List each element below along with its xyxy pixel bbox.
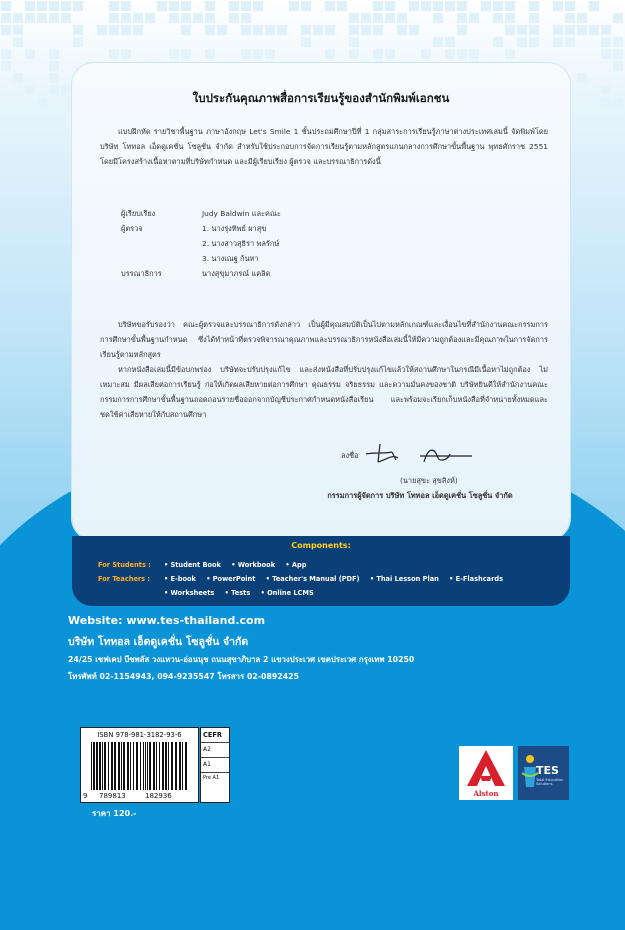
decorative-tile: [433, 13, 443, 23]
decorative-tile: [217, 25, 227, 35]
decorative-tile: [13, 25, 23, 35]
decorative-tile: [457, 49, 467, 59]
cefr-level: A1: [201, 758, 229, 773]
decorative-tile: [529, 1, 539, 11]
decorative-tile: [253, 49, 263, 59]
barcode-bar: [168, 742, 169, 790]
decorative-tile: [229, 13, 239, 23]
decorative-tile: [109, 25, 119, 35]
decorative-tile: [229, 1, 239, 11]
certification-paragraph: บริษัทขอรับรองว่า คณะผู้ตรวจและบรรณาธิการดังกล่าว เป็นผู้มีคุณสมบัติเป็นไปตามหลักเกณฑ์และเงื่อนไขที่สำนักงานคณะกรรมการการศึกษาขั้นพื้นฐานกำหนด ซึ่งได้ทำหน้าที่ตรวจพิจารณาคุณภาพและบรรณาธิการหนังสือเล่มนี้ให้มีความถูกต้องและมีคุณภาพในการจัดการเรียนรู้ตามหลักสูตร: [100, 320, 548, 359]
decorative-tile: [505, 49, 515, 59]
cefr-level: Pre A1: [203, 775, 220, 781]
decorative-tile: [1, 25, 11, 35]
intro-paragraph: แบบฝึกหัด รายวิชาพื้นฐาน ภาษาอังกฤษ Let's Smile 1 ชั้นประถมศึกษาปีที่ 1 กลุ่มสาระการเรียนรู้ภาษาต่างประเทศเล่มนี้ จัดพิมพ์โดย บริษัท โททอล เอ็ดดูเคชั่น โซลูชั่น จำกัด สำหรับใช้ประกอบการจัดการเรียนรู้ตามหลักสูตรแกนกลางการศึกษาขั้นพื้นฐาน พุทธศักราช 2551 โดยมีโครงสร้างเนื้อหาตามที่บริษัทกำหนด และมีผู้เรียบเรียง ผู้ตรวจ และบรรณาธิการดังนี้: [100, 127, 548, 166]
decorative-tile: [325, 25, 335, 35]
decorative-tile: [145, 13, 155, 23]
decorative-tile: [565, 13, 575, 23]
decorative-tile: [553, 1, 563, 11]
editor-label: บรรณาธิการ: [121, 269, 162, 278]
decorative-tile: [457, 1, 467, 11]
isbn-text: ISBN 978-981-3182-93-6: [97, 731, 182, 739]
decorative-tile: [349, 13, 359, 23]
decorative-tile: [1, 1, 11, 11]
decorative-tile: [169, 49, 179, 59]
decorative-tile: [445, 1, 455, 11]
decorative-tile: [445, 37, 455, 47]
component-item: • App: [285, 561, 307, 569]
component-item: • Worksheets: [164, 589, 215, 597]
barcode-bar: [130, 742, 131, 790]
decorative-tile: [577, 25, 587, 35]
barcode-bar: [159, 742, 160, 790]
decorative-tile: [241, 13, 251, 23]
barcode-bar: [121, 742, 122, 790]
decorative-tile: [61, 85, 71, 95]
component-item: • Teacher's Manual (PDF): [265, 575, 360, 583]
decorative-tile: [517, 25, 527, 35]
barcode-bar: [185, 742, 187, 790]
decorative-tile: [205, 13, 215, 23]
decorative-tile: [517, 37, 527, 47]
decorative-tile: [373, 49, 383, 59]
alston-wordmark: Alston: [473, 789, 499, 798]
decorative-tile: [109, 49, 119, 59]
decorative-tile: [349, 25, 359, 35]
website-link[interactable]: Website: www.tes-thailand.com: [68, 614, 266, 627]
decorative-tile: [265, 49, 275, 59]
decorative-tile: [205, 25, 215, 35]
decorative-tile: [469, 13, 479, 23]
decorative-tile: [505, 1, 515, 11]
decorative-tile: [385, 49, 395, 59]
component-item: • E-book: [164, 575, 196, 583]
teachers-label: For Teachers :: [98, 575, 151, 583]
component-item: • Student Book: [164, 561, 221, 569]
decorative-tile: [397, 13, 407, 23]
warranty-paragraph: หากหนังสือเล่มนี้มีข้อบกพร่อง บริษัทจะปรับปรุงแก้ไข และส่งหนังสือที่ปรับปรุงแก้ไขแล้วให้สถานศึกษาในกรณีมีเนื้อหาไม่ถูกต้อง ไม่เหมาะสม มีผลเสียต่อการเรียนรู้ ก่อให้เกิดผลเสียหายต่อการศึกษา คุณธรรม จริยธรรม และความมั่นคงของชาติ บริษัทยินดีให้สำนักงานคณะกรรมการการศึกษาขั้นพื้นฐานถอดถอนรายชื่อออกจากบัญชีประกาศกำหนดหนังสือเรียน และพร้อมจะเรียกเก็บหนังสือที่จำหน่ายทั้งหมดและชดใช้ค่าเสียหายให้กับสถานศึกษา: [100, 365, 548, 419]
decorative-tile: [337, 1, 347, 11]
decorative-tile: [61, 13, 71, 23]
decorative-tile: [1, 13, 11, 23]
decorative-tile: [205, 49, 215, 59]
decorative-tile: [169, 13, 179, 23]
barcode-bar: [102, 742, 103, 790]
barcode-digit-first: 9: [83, 792, 88, 800]
cefr-level: A2: [201, 743, 229, 758]
decorative-tile: [325, 1, 335, 11]
decorative-tile: [397, 25, 407, 35]
decorative-tile: [469, 49, 479, 59]
barcode-bar: [133, 742, 134, 790]
author-value: Judy Baldwin และคณะ: [202, 209, 281, 218]
company-address: 24/25 เซฟเคป บีซพลัส วงแหวน-อ่อนนุช ถนนสุขาภิบาล 2 แขวงประเวศ เขตประเวศ กรุงเทพ 10250: [68, 655, 415, 664]
reviewer-2: 2. นางสาวสุธิรา พลรักษ์: [202, 239, 280, 248]
decorative-tile: [97, 25, 107, 35]
decorative-tile: [241, 1, 251, 11]
component-item: • Workbook: [231, 561, 276, 569]
barcode-digits-right: 182936: [145, 792, 172, 800]
decorative-tile: [13, 73, 23, 83]
barcode-bar: [165, 742, 167, 790]
decorative-tile: [481, 1, 491, 11]
barcode-bar: [175, 742, 177, 790]
decorative-tile: [301, 25, 311, 35]
barcode-bar: [127, 742, 129, 790]
decorative-tile: [301, 37, 311, 47]
teachers-items-line1: [164, 575, 511, 583]
alston-logo: [459, 746, 513, 800]
decorative-tile: [277, 25, 287, 35]
decorative-tile: [493, 37, 503, 47]
decorative-tile: [613, 61, 623, 71]
decorative-tile: [373, 1, 383, 11]
cefr-box: [200, 727, 230, 803]
tes-wordmark: TES: [536, 764, 559, 777]
barcode-bar: [171, 742, 173, 790]
barcode-bar: [179, 742, 181, 790]
component-item: • Thai Lesson Plan: [369, 575, 439, 583]
decorative-tile: [529, 25, 539, 35]
decorative-tile: [325, 49, 335, 59]
barcode-bar: [104, 742, 106, 790]
barcode-bar: [91, 742, 92, 790]
decorative-tile: [601, 49, 611, 59]
decorative-tile: [241, 25, 251, 35]
decorative-tile: [121, 25, 131, 35]
decorative-tile: [73, 25, 83, 35]
barcode-bar: [153, 742, 155, 790]
decorative-tile: [1, 61, 11, 71]
decorative-tile: [133, 25, 143, 35]
decorative-tile: [565, 25, 575, 35]
decorative-tile: [601, 85, 611, 95]
decorative-tile: [253, 1, 263, 11]
decorative-tile: [409, 25, 419, 35]
decorative-tile: [13, 37, 23, 47]
barcode-bar: [108, 742, 109, 790]
decorative-tile: [37, 13, 47, 23]
decorative-tile: [301, 1, 311, 11]
decorative-tile: [109, 13, 119, 23]
decorative-tile: [289, 1, 299, 11]
decorative-tile: [577, 73, 587, 83]
decorative-tile: [73, 37, 83, 47]
decorative-tile: [505, 25, 515, 35]
decorative-tile: [181, 25, 191, 35]
decorative-tile: [49, 85, 59, 95]
decorative-tile: [49, 61, 59, 71]
decorative-tile: [613, 37, 623, 47]
decorative-tile: [109, 1, 119, 11]
author-label: ผู้เรียบเรียง: [121, 209, 156, 218]
reviewer-3: 3. นางเณฐ ก้นหา: [202, 254, 259, 263]
decorative-tile: [313, 25, 323, 35]
decorative-tile: [265, 25, 275, 35]
barcode-bar: [93, 742, 95, 790]
barcode-bar: [114, 742, 116, 790]
decorative-tile: [121, 13, 131, 23]
barcode-bar: [162, 742, 164, 790]
decorative-tile: [457, 13, 467, 23]
decorative-tile: [133, 13, 143, 23]
barcode-digits-left: 789813: [99, 792, 126, 800]
decorative-tile: [25, 1, 35, 11]
barcode-bar: [145, 742, 146, 790]
component-item: • Online LCMS: [260, 589, 314, 597]
decorative-tile: [433, 1, 443, 11]
editor-value: นางสุขุมาภรณ์ แคลิด: [202, 269, 271, 278]
tes-tagline: Total Education Solutions: [536, 778, 564, 786]
decorative-tile: [565, 1, 575, 11]
decorative-tile: [433, 37, 443, 47]
decorative-tile: [121, 49, 131, 59]
decorative-tile: [409, 1, 419, 11]
decorative-tile: [613, 49, 623, 59]
decorative-tile: [37, 97, 47, 107]
decorative-tile: [169, 1, 179, 11]
decorative-tile: [193, 13, 203, 23]
decorative-tile: [1, 49, 11, 59]
decorative-tile: [253, 25, 263, 35]
decorative-tile: [373, 25, 383, 35]
decorative-tile: [25, 85, 35, 95]
decorative-tile: [25, 49, 35, 59]
barcode-bar: [136, 742, 138, 790]
barcode-bar: [111, 742, 113, 790]
price: ราคา 120.-: [92, 809, 137, 818]
signer-name: (นายสุขะ สุขสิงห์): [400, 476, 458, 485]
signer-position: กรรมการผู้จัดการ บริษัท โททอล เอ็ดดูเคชั่น โซลูชั่น จำกัด: [327, 491, 513, 500]
decorative-tile: [421, 49, 431, 59]
component-item: • E-Flashcards: [449, 575, 503, 583]
barcode-bar: [123, 742, 125, 790]
decorative-tile: [205, 1, 215, 11]
decorative-tile: [601, 97, 611, 107]
decorative-tile: [361, 13, 371, 23]
decorative-tile: [577, 13, 587, 23]
decorative-tile: [121, 1, 131, 11]
decorative-tile: [61, 1, 71, 11]
barcode-bar: [118, 742, 120, 790]
teachers-items-line2: [164, 589, 322, 597]
barcode-bar: [143, 742, 144, 790]
decorative-tile: [445, 49, 455, 59]
decorative-tile: [25, 13, 35, 23]
students-label: For Students :: [98, 561, 151, 569]
cefr-heading: CEFR: [201, 728, 229, 743]
alston-a-icon: [459, 746, 513, 790]
tes-logo: [518, 746, 569, 800]
barcode-bar: [182, 742, 183, 790]
decorative-tile: [49, 13, 59, 23]
company-name: บริษัท โททอล เอ็ดดูเคชั่น โซลูชั่น จำกัด: [68, 636, 249, 648]
barcode-bar: [156, 742, 157, 790]
decorative-tile: [349, 49, 359, 59]
decorative-tile: [553, 37, 563, 47]
decorative-tile: [589, 25, 599, 35]
decorative-tile: [361, 25, 371, 35]
reviewer-1: 1. นางรุ่งทิพย์ ผาสุข: [202, 224, 267, 233]
decorative-tile: [493, 13, 503, 23]
decorative-tile: [553, 25, 563, 35]
decorative-tile: [49, 1, 59, 11]
decorative-tile: [529, 37, 539, 47]
decorative-tile: [181, 49, 191, 59]
components-title: Components:: [291, 541, 351, 550]
students-items: [164, 561, 314, 569]
decorative-tile: [49, 49, 59, 59]
decorative-tile: [37, 1, 47, 11]
company-phone: โทรศัพท์ 02-1154943, 094-9235547 โทรสาร 02-0892425: [68, 672, 300, 681]
component-item: • PowerPoint: [206, 575, 256, 583]
signature-image: [362, 440, 482, 466]
component-item: • Tests: [224, 589, 251, 597]
decorative-tile: [529, 13, 539, 23]
reviewer-label: ผู้ตรวจ: [121, 224, 143, 233]
decorative-tile: [601, 37, 611, 47]
decorative-tile: [385, 1, 395, 11]
decorative-tile: [613, 13, 623, 23]
barcode-bar: [140, 742, 141, 790]
decorative-tile: [601, 25, 611, 35]
decorative-tile: [589, 1, 599, 11]
sign-label: ลงชื่อ: [341, 451, 359, 460]
barcode-bar: [149, 742, 151, 790]
decorative-tile: [613, 97, 623, 107]
decorative-tile: [505, 13, 515, 23]
barcode-bar: [147, 742, 148, 790]
decorative-tile: [13, 13, 23, 23]
barcode-bars: [91, 742, 188, 792]
decorative-tile: [181, 13, 191, 23]
decorative-tile: [241, 49, 251, 59]
decorative-tile: [49, 73, 59, 83]
barcode-bar: [99, 742, 101, 790]
decorative-tile: [385, 13, 395, 23]
certificate-title: ใบประกันคุณภาพสื่อการเรียนรู้ของสำนักพิมพ์เอกชน: [192, 91, 450, 105]
decorative-tile: [421, 1, 431, 11]
decorative-tile: [181, 1, 191, 11]
decorative-tile: [73, 1, 83, 11]
barcode-bar: [96, 742, 98, 790]
decorative-tile: [493, 1, 503, 11]
decorative-tile: [157, 1, 167, 11]
decorative-tile: [373, 13, 383, 23]
decorative-tile: [457, 25, 467, 35]
decorative-tile: [565, 37, 575, 47]
decorative-tile: [349, 37, 359, 47]
barcode: [80, 727, 199, 803]
